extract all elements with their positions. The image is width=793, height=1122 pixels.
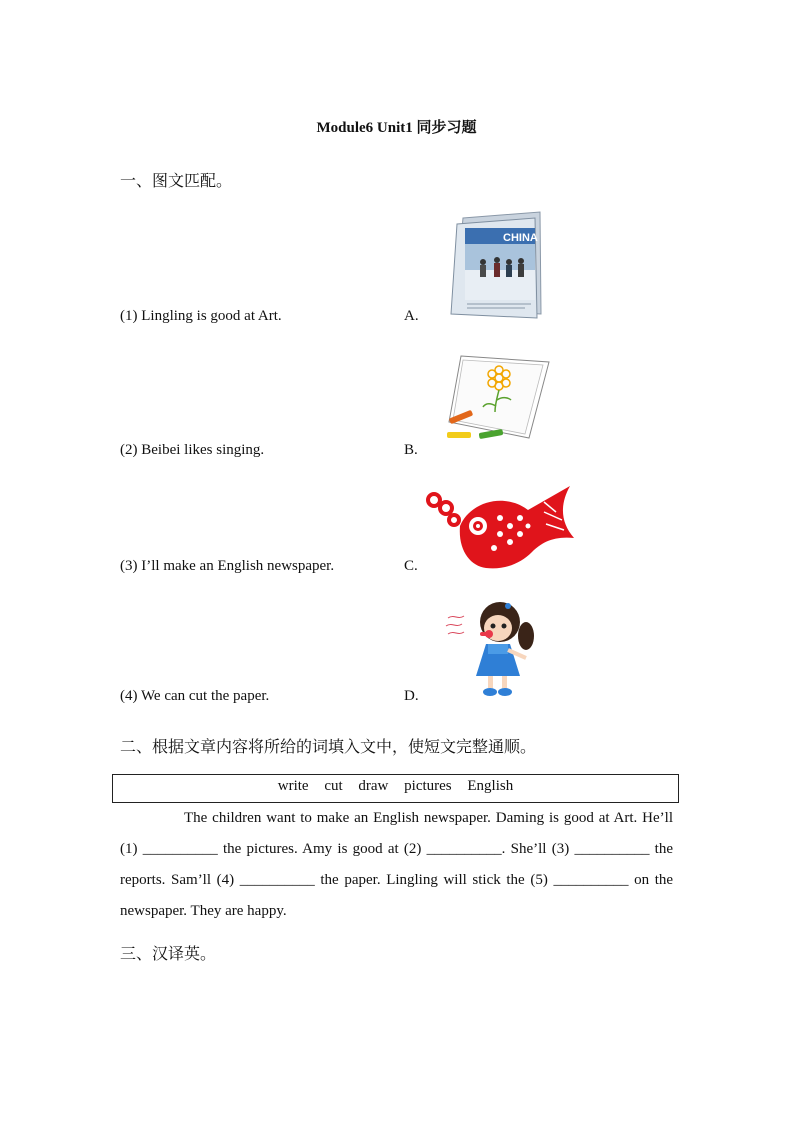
section-3-heading: 三、汉译英。 <box>120 944 217 963</box>
drawing-crayons-icon <box>443 352 555 444</box>
passage-text: the reports. Sam’ll (4) <box>120 841 673 888</box>
word-bank <box>112 774 679 803</box>
newspaper-headline: CHINA <box>503 232 538 244</box>
blank-2[interactable]: __________ <box>426 841 502 857</box>
question-1: (1) Lingling is good at Art. <box>120 308 282 324</box>
blank-4[interactable]: __________ <box>239 872 315 888</box>
section-1-heading: 一、图文匹配。 <box>120 171 233 190</box>
passage-text: on the newspaper. They are happy. <box>120 872 674 919</box>
passage-text: the pictures. Amy is good at (2) <box>222 841 422 857</box>
word-bank-item: draw <box>358 778 389 794</box>
newspaper-icon <box>445 210 550 322</box>
passage-text: . She’ll (3) <box>501 841 570 857</box>
passage <box>120 803 673 927</box>
question-2: (2) Beibei likes singing. <box>120 442 265 458</box>
section-2-heading: 二、根据文章内容将所给的词填入文中，使短文完整通顺。 <box>120 737 537 756</box>
girl-singing-icon <box>444 596 544 700</box>
option-b-label: B. <box>404 442 418 458</box>
question-3: (3) I’ll make an English newspaper. <box>120 558 335 574</box>
passage-text: The children want to make an English newspaper. Daming is good at Art. He’ll (1) <box>120 810 673 857</box>
option-c-label: C. <box>404 558 418 574</box>
blank-1[interactable]: __________ <box>142 841 218 857</box>
word-bank-item: write <box>277 778 309 794</box>
passage-text: the paper. Lingling will stick the (5) <box>320 872 548 888</box>
question-4: (4) We can cut the paper. <box>120 688 270 704</box>
word-bank-item: cut <box>324 778 343 794</box>
option-a-label: A. <box>404 308 419 324</box>
option-d-label: D. <box>404 688 419 704</box>
word-bank-item: pictures <box>404 778 452 794</box>
paper-cut-fish-icon <box>424 482 576 574</box>
page-title: Module6 Unit1 同步习题 <box>316 120 477 136</box>
blank-3[interactable]: __________ <box>574 841 650 857</box>
blank-5[interactable]: __________ <box>553 872 629 888</box>
word-bank-item: English <box>467 778 514 794</box>
